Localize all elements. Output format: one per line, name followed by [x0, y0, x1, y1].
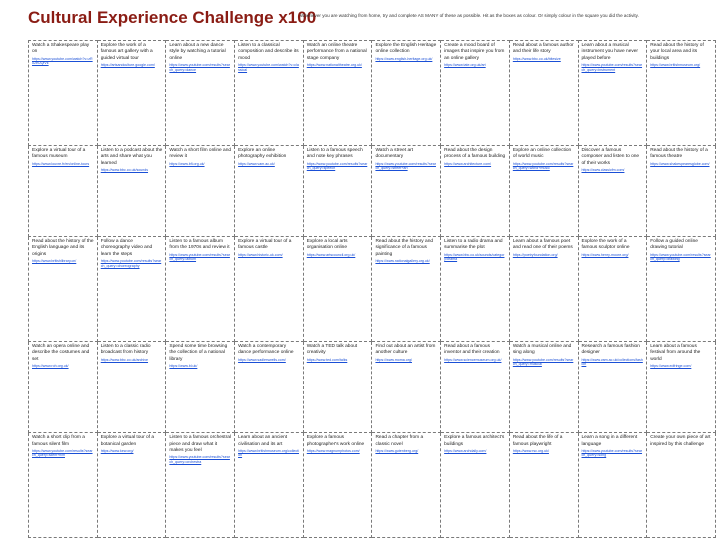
challenge-text: Watch a short clip from a famous silent film	[32, 435, 85, 447]
challenge-text: Explore a famous photographer's work online	[306, 435, 365, 447]
challenge-text: Read about the history and significance of a famous painting	[375, 239, 434, 257]
challenge-cell[interactable]	[441, 41, 510, 146]
challenge-text: Learn a song in a different language	[581, 435, 638, 447]
challenge-link[interactable]: https://www.nationalgallery.org.uk/	[375, 259, 430, 264]
challenge-text: Explore an online photography exhibition	[238, 147, 287, 160]
challenge-text: Listen to a famous orchestral piece and draw what it makes you feel	[169, 435, 231, 453]
challenge-text: Read about the history of your local area and its buildings	[650, 43, 704, 61]
challenge-link[interactable]: https://www.youtube.com/results?search_query=choreography	[100, 259, 162, 268]
challenge-cell[interactable]	[97, 237, 166, 342]
challenge-cell[interactable]	[97, 145, 166, 236]
challenge-link[interactable]: https://www.bbc.co.uk/sounds/category/drama	[444, 252, 505, 262]
challenge-text: Watch a musical online and sing along	[512, 343, 572, 356]
challenge-cell[interactable]	[372, 237, 441, 342]
challenge-text: Watch a contemporary dance performance online	[238, 343, 294, 356]
challenge-text: Explore the English Heritage online collection	[375, 43, 437, 55]
challenge-text: Explore a famous architect's buildings	[444, 435, 505, 447]
challenge-text: Research a famous fashion designer	[581, 343, 640, 356]
challenge-cell[interactable]	[578, 341, 647, 432]
challenge-text: Listen to a classical composition and describe its mood	[238, 43, 299, 61]
challenge-link[interactable]: https://www.gutenberg.org/	[375, 448, 419, 453]
challenge-text: Listen to a radio drama and summarise the plot	[444, 239, 503, 251]
challenge-text: Read a chapter from a classic novel	[375, 435, 424, 447]
challenge-link[interactable]: https://www.youtube.com/results?search_query=street+art	[375, 161, 436, 171]
challenge-cell[interactable]	[578, 433, 647, 538]
challenge-text: Learn about an ancient civilisation and its art	[238, 435, 288, 447]
grid-row	[29, 145, 716, 236]
challenge-cell[interactable]	[29, 237, 98, 342]
challenge-cell[interactable]	[372, 341, 441, 432]
challenge-cell[interactable]	[235, 237, 304, 342]
challenge-link[interactable]: https://www.edfringe.com/	[650, 364, 692, 369]
challenge-text: Learn about a musical instrument you have never played before	[581, 43, 639, 61]
challenge-text: Watch a short film online and review it	[169, 147, 232, 160]
challenge-cell[interactable]	[97, 41, 166, 146]
challenge-link[interactable]: https://www.architecture.com/	[444, 161, 492, 166]
challenge-text: Read about the life of a famous playwright	[512, 435, 563, 447]
challenge-link[interactable]: https://www.sciencemuseum.org.uk/	[444, 357, 502, 362]
challenge-text: Listen to a classic radio broadcast from history	[100, 343, 151, 356]
challenge-text: Read about the history of a famous theatre	[650, 147, 708, 160]
challenge-link[interactable]: https://www.magnumphotos.com/	[306, 448, 360, 453]
challenge-cell[interactable]	[166, 237, 235, 342]
challenge-text: Learn about a famous poet and read one of their poems	[512, 239, 573, 251]
intro-text: Whenever you are watching from home, try and complete AS MANY of these as possible. Hit as the boxes as colour. Or simply colour in the square you did the activity.	[300, 13, 639, 18]
grid-row	[29, 433, 716, 538]
grid-row	[29, 341, 716, 432]
challenge-cell[interactable]	[372, 41, 441, 146]
challenge-cell[interactable]	[166, 341, 235, 432]
challenge-cell[interactable]	[509, 433, 578, 538]
challenge-link[interactable]: https://www.archdaily.com/	[444, 448, 487, 453]
challenge-link[interactable]: https://www.youtube.com/results?search_query=drawing	[650, 252, 711, 262]
challenge-cell[interactable]	[166, 433, 235, 538]
challenge-link[interactable]: https://www.youtube.com/results?search_query=orchestra	[169, 455, 230, 464]
challenge-cell[interactable]	[29, 433, 98, 538]
challenge-text: Watch a Shakespeare play on	[32, 43, 90, 55]
challenge-link[interactable]: https://www.bl.uk/	[169, 364, 198, 369]
challenge-link[interactable]: https://www.classicfm.com/	[581, 168, 625, 173]
challenge-text: Create a mood board of images that inspire you from an online gallery	[444, 43, 505, 61]
challenge-link[interactable]: https://www.youtube.com/results?search_query=dance	[169, 63, 230, 72]
challenge-link[interactable]: https://www.youtube.com/results?search_query=musical	[512, 357, 574, 367]
challenge-cell[interactable]	[509, 237, 578, 342]
challenge-cell[interactable]	[303, 145, 372, 236]
challenge-link[interactable]: https://www.youtube.com/watch?v=zRu2elJQfVk	[32, 56, 93, 66]
challenge-cell[interactable]	[29, 341, 98, 432]
challenge-cell[interactable]	[509, 341, 578, 432]
challenge-cell[interactable]	[647, 341, 716, 432]
challenge-text: Read about the history of the English language and its origins	[32, 239, 94, 257]
challenge-link[interactable]: https://www.english-heritage.org.uk/	[375, 56, 433, 61]
challenge-text: Watch a TED talk about creativity	[306, 343, 358, 356]
challenge-link[interactable]: https://www.moma.org/	[375, 357, 412, 362]
challenge-link[interactable]: https://www.youtube.com/results?search_query=silent+film	[32, 448, 93, 458]
challenge-link[interactable]: https://www.youtube.com/results?search_query=album	[169, 252, 230, 262]
challenge-link[interactable]: https://www.youtube.com/results?search_query=speech	[306, 161, 368, 171]
challenge-link[interactable]: https://www.bbc.co.uk/bitesize	[512, 56, 561, 61]
challenge-link[interactable]: https://www.historic-uk.com/	[238, 252, 283, 257]
challenge-cell[interactable]	[647, 237, 716, 342]
challenge-text: Read about a famous inventor and their creation	[444, 343, 500, 356]
challenge-link[interactable]: https://www.britishmuseum.org/collection	[238, 448, 299, 458]
challenge-link[interactable]: https://www.nationaltheatre.org.uk/	[306, 63, 362, 68]
challenge-cell[interactable]	[166, 41, 235, 146]
challenge-cell[interactable]	[578, 237, 647, 342]
challenge-cell[interactable]	[166, 145, 235, 236]
challenge-cell[interactable]	[441, 341, 510, 432]
challenge-link[interactable]: https://www.bfi.org.uk/	[169, 161, 205, 166]
challenge-link[interactable]: https://www.britishlibrary.cn/	[32, 259, 77, 264]
challenge-cell[interactable]	[647, 433, 716, 538]
challenge-cell[interactable]	[647, 145, 716, 236]
challenge-text: Follow a guided online drawing tutorial	[650, 239, 698, 251]
challenge-cell[interactable]	[372, 145, 441, 236]
challenge-text: Read about a famous author and their life story	[512, 43, 574, 55]
challenge-cell[interactable]	[303, 433, 372, 538]
challenge-text: Read about the design process of a famous building	[444, 147, 506, 160]
challenge-text: Learn about a new dance style by watching a tutorial online	[169, 43, 226, 61]
challenge-link[interactable]: https://www.shakespearesglobe.com/	[650, 161, 710, 166]
challenge-cell[interactable]	[303, 341, 372, 432]
challenge-link[interactable]: https://www.youtube.com/results?search_query=world+music	[512, 161, 574, 171]
challenge-text: Explore the work of a famous art gallery with a guided virtual tour	[100, 43, 153, 61]
challenge-cell[interactable]	[441, 433, 510, 538]
grid-row	[29, 41, 716, 146]
challenge-cell[interactable]	[509, 145, 578, 236]
challenge-text: Find out about an artist from another culture	[375, 343, 436, 356]
challenge-cell[interactable]	[235, 433, 304, 538]
challenge-link[interactable]: https://www.tate.org.uk/art	[444, 63, 486, 68]
challenge-link[interactable]: https://www.bbc.co.uk/archive	[100, 357, 149, 362]
challenge-cell[interactable]	[578, 41, 647, 146]
challenge-cell[interactable]	[441, 145, 510, 236]
challenge-cell[interactable]	[509, 41, 578, 146]
challenge-text: Watch an online theatre performance from a national stage company	[306, 43, 367, 61]
challenge-link[interactable]: https://www.vam.ac.uk/collections/fashion	[581, 357, 643, 367]
challenge-cell[interactable]	[29, 145, 98, 236]
challenge-link[interactable]: https://www.britishmuseum.org/	[650, 63, 701, 68]
challenge-cell[interactable]	[647, 41, 716, 146]
challenge-text: Explore the work of a famous sculptor online	[581, 239, 630, 251]
challenge-cell[interactable]	[97, 341, 166, 432]
challenge-text: Explore a local arts organisation online	[306, 239, 348, 251]
challenge-link[interactable]: https://www.rsc.org.uk/	[512, 448, 549, 453]
challenge-link[interactable]: https://www.louvre.fr/en/online-tours	[32, 161, 90, 166]
challenge-cell[interactable]	[235, 41, 304, 146]
challenge-text: Explore a virtual tour of a famous museum	[32, 147, 86, 160]
challenge-text: Follow a dance choreography video and learn the steps	[100, 239, 153, 257]
challenge-text: Spend some time browsing the collection of a national library	[169, 343, 228, 362]
grid-row	[29, 237, 716, 342]
challenge-text: Listen to a podcast about the arts and share what you learned	[100, 147, 163, 166]
challenge-cell[interactable]	[578, 145, 647, 236]
challenge-link[interactable]: https://www.artscouncil.org.uk/	[306, 252, 356, 257]
challenge-cell[interactable]	[29, 41, 98, 146]
challenge-link[interactable]: https://www.youtube.com/results?search_query=instrument	[581, 63, 643, 72]
challenge-link[interactable]: https://poetryfoundation.org/	[512, 252, 558, 257]
challenge-cell[interactable]	[97, 433, 166, 538]
challenge-text: Watch an opera online and describe the costumes and set	[32, 343, 90, 362]
challenge-link[interactable]: https://artsandculture.google.com/	[100, 63, 155, 68]
challenge-text: Watch a street art documentary	[375, 147, 414, 160]
challenge-text: Learn about a famous festival from around the world	[650, 343, 701, 362]
page-title: Cultural Experience Challenge x100	[28, 8, 317, 27]
challenge-cell[interactable]	[235, 341, 304, 432]
challenge-text: Listen to a famous album from the 1970s and review it	[169, 239, 230, 251]
challenge-cell[interactable]	[235, 145, 304, 236]
challenge-text: Create your own piece of art inspired by this challenge	[650, 435, 711, 447]
challenge-cell[interactable]	[303, 237, 372, 342]
challenge-link[interactable]: https://www.youtube.com/results?search_query=song	[581, 448, 643, 458]
challenge-link[interactable]: https://www.vam.ac.uk/	[238, 161, 275, 166]
challenge-link[interactable]: https://www.sadlerswells.com/	[238, 357, 286, 362]
challenge-text: Listen to a famous speech and note key phrases	[306, 147, 363, 160]
challenge-cell[interactable]	[372, 433, 441, 538]
challenge-text: Explore an online collection of world music	[512, 147, 572, 160]
challenge-cell[interactable]	[303, 41, 372, 146]
challenge-link[interactable]: https://www.henry-moore.org/	[581, 252, 629, 257]
challenge-grid	[28, 40, 716, 538]
challenge-link[interactable]: https://www.kew.org/	[100, 448, 134, 453]
challenge-link[interactable]: https://www.roh.org.uk/	[32, 364, 69, 369]
challenge-text: Explore a virtual tour of a famous castle	[238, 239, 292, 251]
challenge-link[interactable]: https://www.ted.com/talks	[306, 357, 348, 362]
challenge-link[interactable]: https://www.youtube.com/watch?v=classical	[238, 63, 299, 72]
challenge-text: Discover a famous composer and listen to one of their works	[581, 147, 640, 166]
challenge-text: Explore a virtual tour of a botanical garden	[100, 435, 155, 447]
challenge-cell[interactable]	[441, 237, 510, 342]
header	[0, 0, 720, 40]
challenge-link[interactable]: https://www.bbc.co.uk/sounds	[100, 168, 149, 173]
